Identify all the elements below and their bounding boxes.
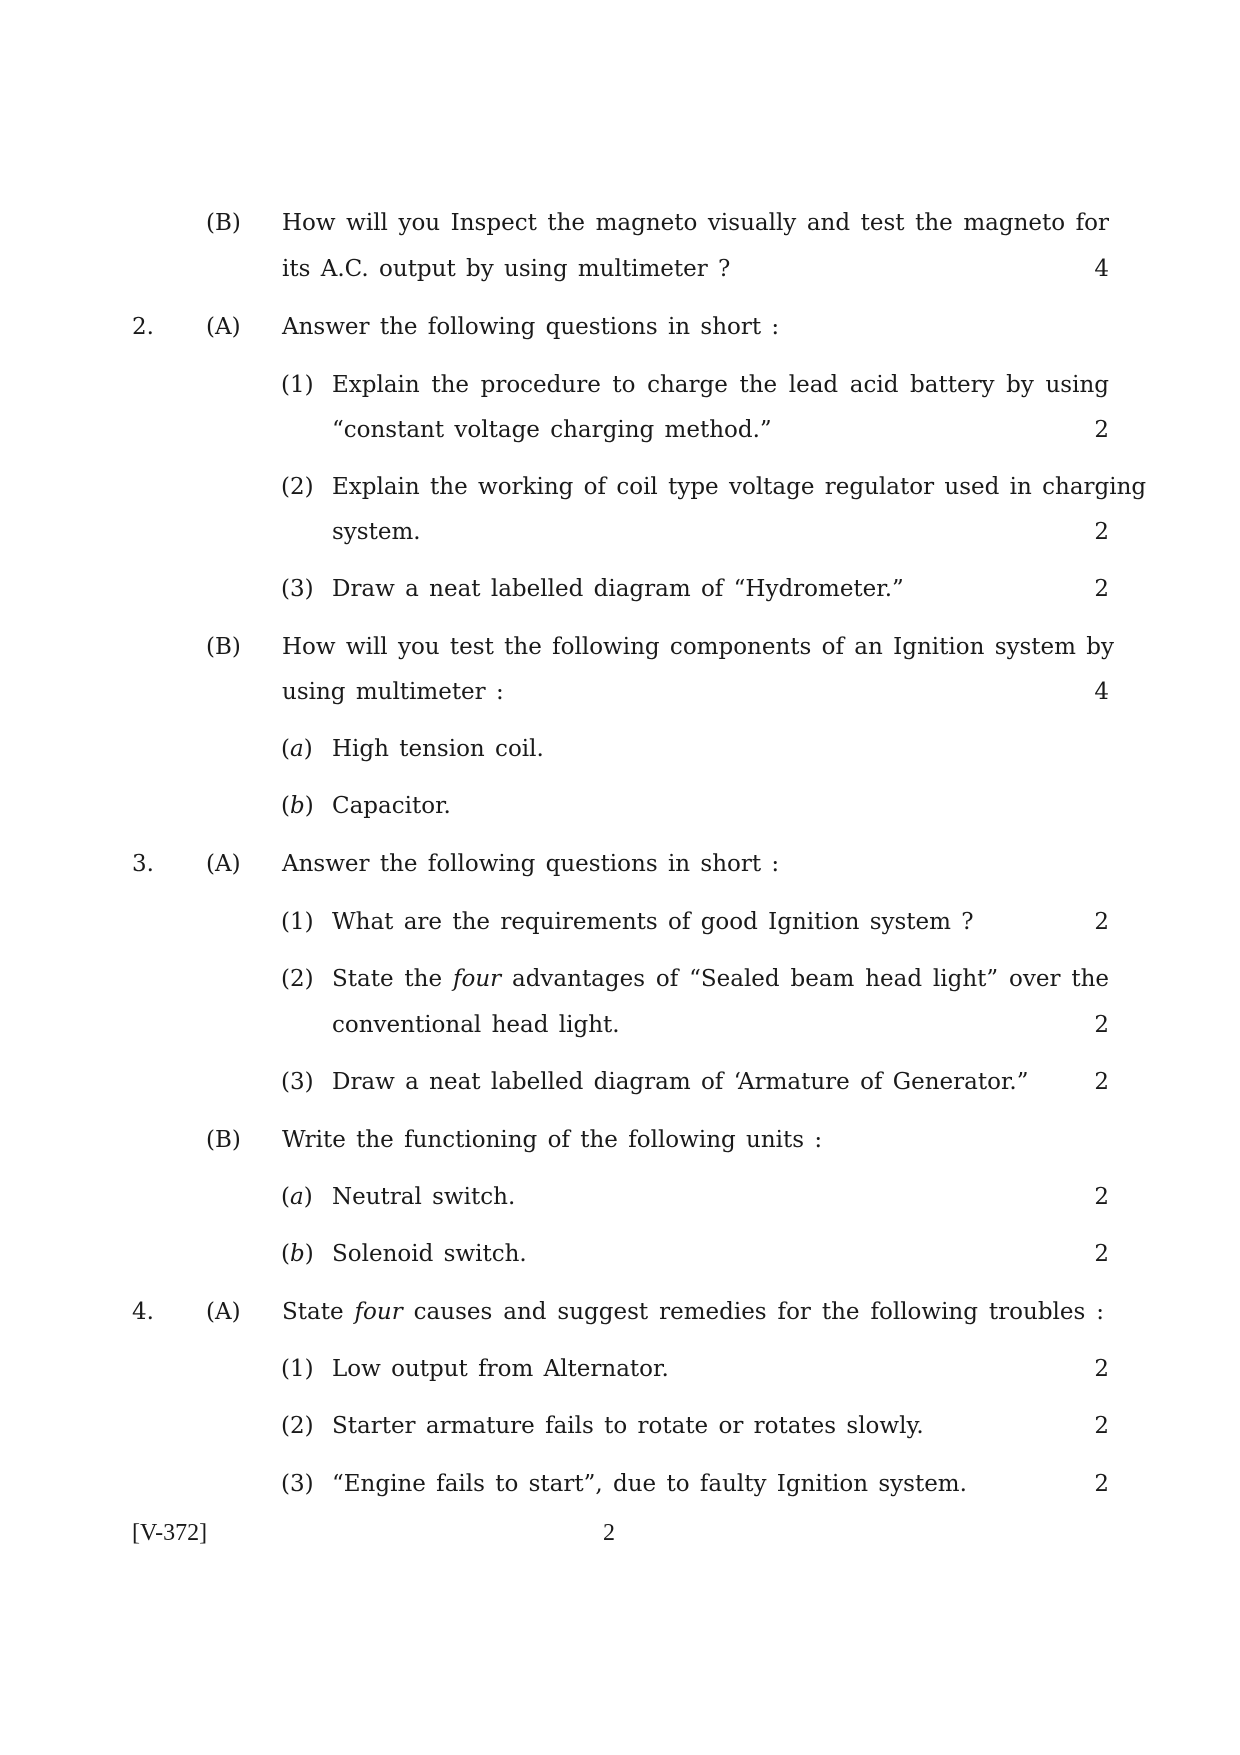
q3b-heading: Write the functioning of the following units :: [282, 1127, 823, 1153]
q3a-item1-num: (1): [281, 909, 314, 935]
q2a-item2-marks: 2: [1094, 519, 1109, 545]
q2a-item2-num: (2): [281, 474, 314, 500]
q3b-item-a-marks: 2: [1094, 1184, 1109, 1210]
q3-number: 3.: [132, 851, 154, 877]
q2b-marks: 4: [1094, 679, 1109, 705]
q4-number: 4.: [132, 1299, 154, 1325]
q2a-label: (A): [206, 314, 241, 340]
q2b-item-b-num: (b): [281, 793, 314, 819]
q4a-item2-marks: 2: [1094, 1413, 1109, 1439]
q2a-item3-marks: 2: [1094, 576, 1109, 602]
q2b-item-a-num: (a): [281, 736, 313, 762]
q2a-item2-line2: system.: [332, 519, 421, 545]
q2b-line2: using multimeter :: [282, 679, 504, 705]
q4a-item3-marks: 2: [1094, 1471, 1109, 1497]
q4a-item1-marks: 2: [1094, 1356, 1109, 1382]
q3a-item2-marks: 2: [1094, 1012, 1109, 1038]
q4a-item2-num: (2): [281, 1413, 314, 1439]
q4a-item2-text: Starter armature fails to rotate or rotates slowly.: [332, 1413, 924, 1439]
q1b-line1: How will you Inspect the magneto visually and test the magneto for: [282, 210, 1109, 236]
q3a-item1-marks: 2: [1094, 909, 1109, 935]
q4a-item3-num: (3): [281, 1471, 314, 1497]
q3a-item2-line1: State the four advantages of “Sealed beam head light” over the: [332, 966, 1109, 992]
q2a-item1-marks: 2: [1094, 417, 1109, 443]
q3a-item3-marks: 2: [1094, 1069, 1109, 1095]
q2a-heading: Answer the following questions in short :: [282, 314, 780, 340]
q3a-item3-line1: Draw a neat labelled diagram of ‘Armature of Generator.”: [332, 1069, 1029, 1095]
page-number: 2: [603, 1520, 615, 1546]
q3b-item-b-num: (b): [281, 1241, 314, 1267]
q3a-heading: Answer the following questions in short :: [282, 851, 780, 877]
q4a-item1-num: (1): [281, 1356, 314, 1382]
q4a-item3-text: “Engine fails to start”, due to faulty Ignition system.: [332, 1471, 967, 1497]
q2b-line1: How will you test the following components of an Ignition system by: [282, 634, 1114, 660]
q3b-item-b-text: Solenoid switch.: [332, 1241, 527, 1267]
q3a-item3-num: (3): [281, 1069, 314, 1095]
q2a-item3-line1: Draw a neat labelled diagram of “Hydrometer.”: [332, 576, 904, 602]
q2a-item1-line2: “constant voltage charging method.”: [332, 417, 772, 443]
q4a-label: (A): [206, 1299, 241, 1325]
q4a-item1-text: Low output from Alternator.: [332, 1356, 669, 1382]
q1b-line2: its A.C. output by using multimeter ?: [282, 256, 731, 282]
q3a-label: (A): [206, 851, 241, 877]
q1b-label: (B): [206, 210, 241, 236]
q4a-heading: State four causes and suggest remedies for the following troubles :: [282, 1299, 1105, 1325]
q2b-item-b-text: Capacitor.: [332, 793, 451, 819]
q2a-item1-line1: Explain the procedure to charge the lead acid battery by using: [332, 372, 1109, 398]
q2a-item1-num: (1): [281, 372, 314, 398]
q3b-item-a-text: Neutral switch.: [332, 1184, 516, 1210]
q3a-item2-num: (2): [281, 966, 314, 992]
q3a-item2-line2: conventional head light.: [332, 1012, 620, 1038]
q3b-item-a-num: (a): [281, 1184, 313, 1210]
q2-number: 2.: [132, 314, 154, 340]
q1b-marks: 4: [1094, 256, 1109, 282]
footer-code: [V-372]: [132, 1520, 208, 1546]
q2a-item3-num: (3): [281, 576, 314, 602]
q3b-label: (B): [206, 1127, 241, 1153]
q2a-item2-line1: Explain the working of coil type voltage regulator used in charging: [332, 474, 1147, 500]
q2b-label: (B): [206, 634, 241, 660]
q3a-item1-line1: What are the requirements of good Ignition system ?: [332, 909, 974, 935]
q3b-item-b-marks: 2: [1094, 1241, 1109, 1267]
q2b-item-a-text: High tension coil.: [332, 736, 544, 762]
